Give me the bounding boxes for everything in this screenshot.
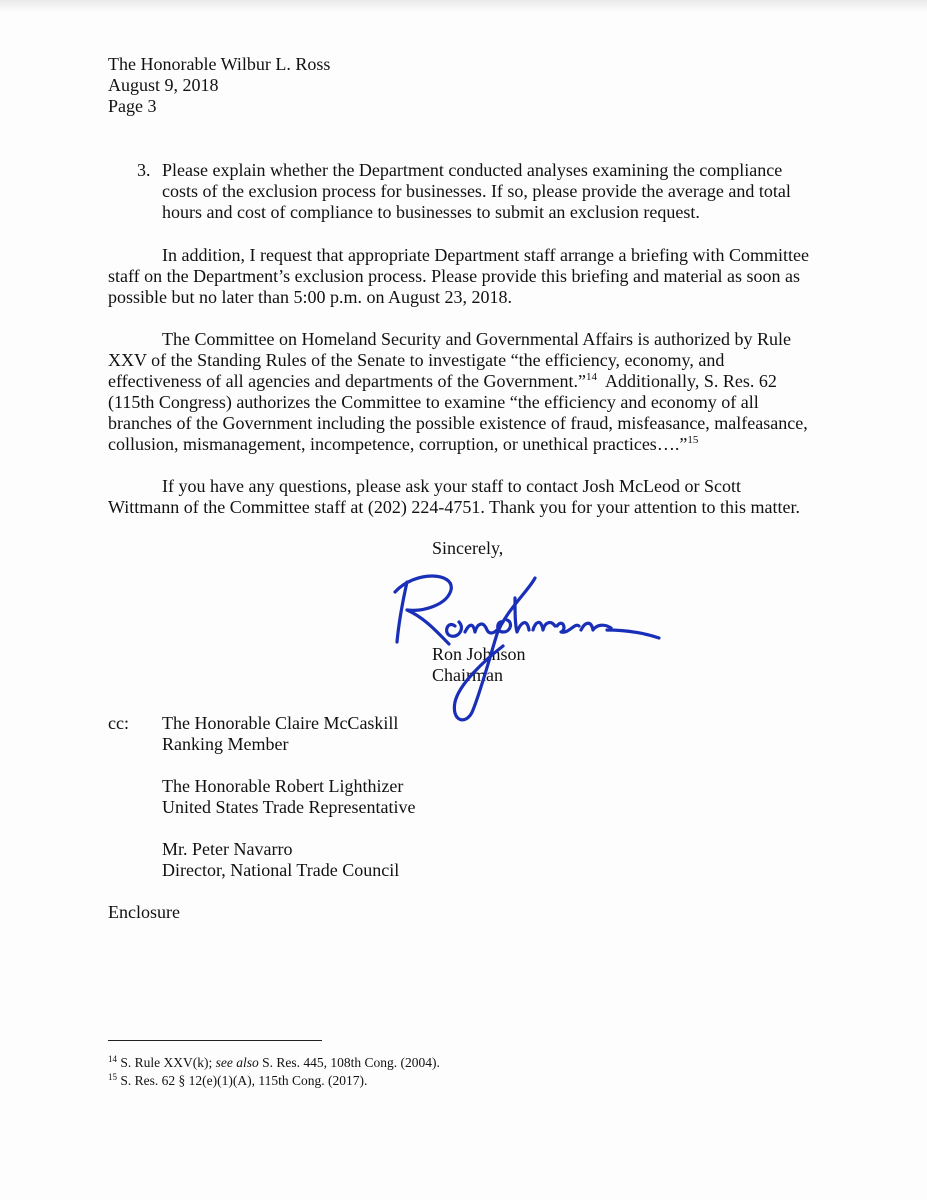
footnote-divider xyxy=(108,1040,322,1041)
cc-recipient-1-title: Ranking Member xyxy=(162,734,289,754)
scan-edge xyxy=(0,0,927,12)
request-line-2: staff on the Department’s exclusion process. Please provide this briefing and material as soon as xyxy=(108,266,800,286)
cc-recipient-1-name: The Honorable Claire McCaskill xyxy=(162,713,399,733)
handwritten-signature xyxy=(385,560,665,735)
footnote-14 xyxy=(108,1054,440,1072)
footnote-14-text-b: S. Res. 445, 108th Cong. (2004). xyxy=(258,1055,440,1070)
request-line-1: In addition, I request that appropriate Department staff arrange a briefing with Committee xyxy=(162,245,809,265)
authority-line-2: XXV of the Standing Rules of the Senate to investigate “the efficiency, economy, and xyxy=(108,350,725,370)
request-line-3: possible but no later than 5:00 p.m. on August 23, 2018. xyxy=(108,287,512,307)
authority-line-6 xyxy=(108,434,698,455)
footnote-ref-15: 15 xyxy=(687,434,699,446)
contact-line-2: Wittmann of the Committee staff at (202) 224-4751. Thank you for your attention to this matter. xyxy=(108,497,800,517)
item-3-line-1: Please explain whether the Department conducted analyses examining the compliance xyxy=(162,160,783,180)
cc-recipient-2-name: The Honorable Robert Lighthizer xyxy=(162,776,404,796)
footnote-15 xyxy=(108,1072,367,1090)
authority-line-5: branches of the Government including the possible existence of fraud, misfeasance, malfeasance, xyxy=(108,413,808,433)
item-3-line-2: costs of the exclusion process for businesses. If so, please provide the average and total xyxy=(162,181,791,201)
authority-line-4: (115th Congress) authorizes the Committee to examine “the efficiency and economy of all xyxy=(108,392,759,412)
header-page: Page 3 xyxy=(108,96,157,116)
contact-line-1: If you have any questions, please ask your staff to contact Josh McLeod or Scott xyxy=(162,476,742,496)
header-recipient: The Honorable Wilbur L. Ross xyxy=(108,54,331,74)
cc-recipient-3-title: Director, National Trade Council xyxy=(162,860,400,880)
item-3-number: 3. xyxy=(137,160,151,180)
footnote-14-italic: see also xyxy=(215,1055,259,1070)
authority-line-6-text: collusion, mismanagement, incompetence, corruption, or unethical practices….” xyxy=(108,434,688,454)
enclosure-label: Enclosure xyxy=(108,902,180,922)
authority-line-1: The Committee on Homeland Security and Governmental Affairs is authorized by Rule xyxy=(162,329,792,349)
footnote-14-number: 14 xyxy=(108,1054,117,1064)
footnote-14-text-a: S. Rule XXV(k); xyxy=(117,1055,216,1070)
signer-name: Ron Johnson xyxy=(432,644,526,664)
footnote-15-number: 15 xyxy=(108,1072,117,1082)
authority-line-3-text-b: Additionally, S. Res. 62 xyxy=(596,371,777,391)
cc-recipient-2-title: United States Trade Representative xyxy=(162,797,416,817)
closing-sincerely: Sincerely, xyxy=(432,538,504,558)
authority-line-3-text: effectiveness of all agencies and departments of the Government.” xyxy=(108,371,586,391)
cc-recipient-3-name: Mr. Peter Navarro xyxy=(162,839,293,859)
item-3-line-3: hours and cost of compliance to businesses to submit an exclusion request. xyxy=(162,202,700,222)
header-date: August 9, 2018 xyxy=(108,75,219,95)
authority-line-3 xyxy=(108,371,777,392)
signer-title: Chairman xyxy=(432,665,503,685)
footnote-ref-14: 14 xyxy=(585,371,597,383)
footnote-15-text: S. Res. 62 § 12(e)(1)(A), 115th Cong. (2017). xyxy=(117,1073,368,1088)
cc-label: cc: xyxy=(108,713,129,733)
